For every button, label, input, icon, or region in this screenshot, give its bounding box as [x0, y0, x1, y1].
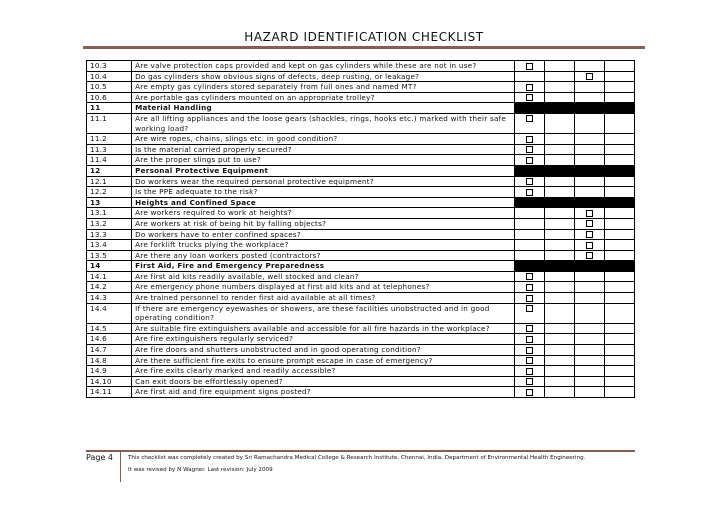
answer-cell-c1: [514, 144, 544, 155]
answer-cell-c1: [514, 71, 544, 82]
checkbox-icon[interactable]: [526, 336, 533, 343]
checkbox-icon[interactable]: [526, 368, 533, 375]
item-question: Do workers have to enter confined spaces?: [132, 229, 514, 240]
item-question: Are wire ropes, chains, slings etc. in good condition?: [132, 134, 514, 145]
section-title: Material Handling: [132, 103, 514, 114]
answer-cell-c4: [604, 250, 634, 261]
answer-cell-c4: [604, 387, 634, 398]
answer-cell-c2: [544, 261, 574, 272]
answer-cell-c2: [544, 303, 574, 323]
answer-cell-c2: [544, 144, 574, 155]
checklist-row: [87, 229, 635, 240]
answer-cell-c2: [544, 387, 574, 398]
answer-cell-c2: [544, 176, 574, 187]
item-number: 10.4: [87, 71, 132, 82]
answer-cell-c2: [544, 271, 574, 282]
checkbox-icon[interactable]: [526, 295, 533, 302]
checklist-row: [87, 250, 635, 261]
answer-cell-c2: [544, 103, 574, 114]
answer-cell-c4: [604, 176, 634, 187]
item-question: Do gas cylinders show obvious signs of defects, deep rusting, or leakage?: [132, 71, 514, 82]
item-number: 11.3: [87, 144, 132, 155]
checkbox-icon[interactable]: [526, 146, 533, 153]
answer-cell-c2: [544, 82, 574, 93]
section-header-row: [87, 103, 635, 114]
item-number: 11.1: [87, 113, 132, 133]
answer-cell-c4: [604, 293, 634, 304]
checkbox-icon[interactable]: [526, 389, 533, 396]
answer-cell-c1: [514, 293, 544, 304]
section-title: Heights and Confined Space: [132, 197, 514, 208]
item-question: Are fire doors and shutters unobstructed and in good operating condition?: [132, 345, 514, 356]
answer-cell-c3: [574, 355, 604, 366]
checklist-row: [87, 155, 635, 166]
item-question: Are empty gas cylinders stored separately from full ones and named MT?: [132, 82, 514, 93]
answer-cell-c4: [604, 323, 634, 334]
answer-cell-c3: [574, 208, 604, 219]
checklist-row: [87, 334, 635, 345]
answer-cell-c2: [544, 134, 574, 145]
answer-cell-c1: [514, 323, 544, 334]
answer-cell-c1: [514, 376, 544, 387]
checklist-row: [87, 366, 635, 377]
answer-cell-c3: [574, 218, 604, 229]
answer-cell-c1: [514, 165, 544, 176]
item-question: Are emergency phone numbers displayed at first aid kits and at telephones?: [132, 282, 514, 293]
item-question: Are there any loan workers posted (contractors?: [132, 250, 514, 261]
item-number: 14.7: [87, 345, 132, 356]
answer-cell-c3: [574, 61, 604, 72]
title-rule: [83, 46, 645, 49]
checklist-row: [87, 271, 635, 282]
item-number: 11.4: [87, 155, 132, 166]
item-number: 13: [87, 197, 132, 208]
checkbox-icon[interactable]: [586, 231, 593, 238]
item-number: 14: [87, 261, 132, 272]
item-question: Are the proper slings put to use?: [132, 155, 514, 166]
checklist-row: [87, 61, 635, 72]
answer-cell-c4: [604, 144, 634, 155]
checkbox-icon[interactable]: [526, 63, 533, 70]
item-question: Are fire extinguishers regularly serviced?: [132, 334, 514, 345]
answer-cell-c1: [514, 197, 544, 208]
checklist-row: [87, 187, 635, 198]
answer-cell-c4: [604, 197, 634, 208]
answer-cell-c1: [514, 303, 544, 323]
item-question: Are fire exits clearly marked and readily accessible?: [132, 366, 514, 377]
answer-cell-c2: [544, 229, 574, 240]
answer-cell-c2: [544, 218, 574, 229]
answer-cell-c4: [604, 165, 634, 176]
item-question: If there are emergency eyewashes or showers, are these facilities unobstructed and in good operating condition?: [132, 303, 514, 323]
answer-cell-c4: [604, 208, 634, 219]
answer-cell-c3: [574, 197, 604, 208]
item-question: Do workers wear the required personal protective equipment?: [132, 176, 514, 187]
item-question: Are all lifting appliances and the loose gears (shackles, rings, hooks etc.) marked with their safe working load?: [132, 113, 514, 133]
answer-cell-c3: [574, 134, 604, 145]
checkbox-icon[interactable]: [586, 220, 593, 227]
checkbox-icon[interactable]: [526, 325, 533, 332]
item-question: Is the PPE adequate to the risk?: [132, 187, 514, 198]
answer-cell-c1: [514, 176, 544, 187]
answer-cell-c3: [574, 165, 604, 176]
answer-cell-c4: [604, 134, 634, 145]
answer-cell-c1: [514, 134, 544, 145]
answer-cell-c2: [544, 71, 574, 82]
answer-cell-c1: [514, 208, 544, 219]
answer-cell-c4: [604, 240, 634, 251]
item-number: 14.11: [87, 387, 132, 398]
answer-cell-c4: [604, 334, 634, 345]
answer-cell-c2: [544, 323, 574, 334]
section-title: Personal Protective Equipment: [132, 165, 514, 176]
checkbox-icon[interactable]: [526, 115, 533, 122]
answer-cell-c3: [574, 144, 604, 155]
answer-cell-c2: [544, 345, 574, 356]
item-number: 13.1: [87, 208, 132, 219]
answer-cell-c2: [544, 187, 574, 198]
item-number: 11.2: [87, 134, 132, 145]
answer-cell-c2: [544, 250, 574, 261]
checklist-row: [87, 71, 635, 82]
item-number: 10.3: [87, 61, 132, 72]
item-question: Are workers at risk of being hit by falling objects?: [132, 218, 514, 229]
item-question: Are portable gas cylinders mounted on an appropriate trolley?: [132, 92, 514, 103]
item-question: Are first aid kits readily available, well stocked and clean?: [132, 271, 514, 282]
item-number: 14.9: [87, 366, 132, 377]
answer-cell-c3: [574, 155, 604, 166]
answer-cell-c3: [574, 92, 604, 103]
footer-rule: [86, 450, 635, 452]
answer-cell-c2: [544, 155, 574, 166]
answer-cell-c3: [574, 293, 604, 304]
answer-cell-c1: [514, 187, 544, 198]
section-title: First Aid, Fire and Emergency Preparedness: [132, 261, 514, 272]
answer-cell-c3: [574, 113, 604, 133]
answer-cell-c4: [604, 271, 634, 282]
answer-cell-c4: [604, 229, 634, 240]
checkbox-icon[interactable]: [526, 273, 533, 280]
checkbox-icon[interactable]: [526, 84, 533, 91]
answer-cell-c4: [604, 261, 634, 272]
checklist-row: [87, 323, 635, 334]
answer-cell-c4: [604, 345, 634, 356]
item-number: 14.6: [87, 334, 132, 345]
footer-credit: This checklist was completely created by Sri Ramachandra Medical College & Research Institute, Chennai, India, Department of Environmental Health Engineering.: [128, 455, 586, 461]
checklist-row: [87, 218, 635, 229]
footer-divider: [120, 452, 121, 482]
checkbox-icon[interactable]: [586, 242, 593, 249]
answer-cell-c3: [574, 250, 604, 261]
item-question: Are forklift trucks plying the workplace?: [132, 240, 514, 251]
answer-cell-c1: [514, 261, 544, 272]
item-number: 12.1: [87, 176, 132, 187]
answer-cell-c3: [574, 261, 604, 272]
answer-cell-c1: [514, 218, 544, 229]
item-question: Are there sufficient fire exits to ensure prompt escape in case of emergency?: [132, 355, 514, 366]
checkbox-icon[interactable]: [526, 284, 533, 291]
checklist-row: [87, 176, 635, 187]
answer-cell-c2: [544, 334, 574, 345]
answer-cell-c3: [574, 187, 604, 198]
answer-cell-c1: [514, 229, 544, 240]
answer-cell-c4: [604, 61, 634, 72]
answer-cell-c2: [544, 208, 574, 219]
answer-cell-c3: [574, 387, 604, 398]
checkbox-icon[interactable]: [526, 378, 533, 385]
answer-cell-c1: [514, 345, 544, 356]
answer-cell-c1: [514, 155, 544, 166]
answer-cell-c3: [574, 103, 604, 114]
checklist-row: [87, 82, 635, 93]
item-number: 14.5: [87, 323, 132, 334]
answer-cell-c1: [514, 355, 544, 366]
answer-cell-c1: [514, 271, 544, 282]
section-header-row: [87, 261, 635, 272]
item-number: 12: [87, 165, 132, 176]
answer-cell-c3: [574, 240, 604, 251]
checkbox-icon[interactable]: [526, 305, 533, 312]
item-number: 13.3: [87, 229, 132, 240]
item-question: Are valve protection caps provided and kept on gas cylinders while these are not in use?: [132, 61, 514, 72]
answer-cell-c2: [544, 366, 574, 377]
checkbox-icon[interactable]: [526, 357, 533, 364]
item-question: Are first aid and fire equipment signs posted?: [132, 387, 514, 398]
checklist-row: [87, 208, 635, 219]
checklist-row: [87, 355, 635, 366]
checklist-row: [87, 387, 635, 398]
item-number: 13.2: [87, 218, 132, 229]
answer-cell-c3: [574, 176, 604, 187]
checklist-row: [87, 293, 635, 304]
item-question: Are suitable fire extinguishers available and accessible for all fire hazards in the workplace?: [132, 323, 514, 334]
answer-cell-c3: [574, 229, 604, 240]
answer-cell-c1: [514, 334, 544, 345]
item-number: 13.5: [87, 250, 132, 261]
item-number: 14.2: [87, 282, 132, 293]
item-number: 14.4: [87, 303, 132, 323]
answer-cell-c2: [544, 376, 574, 387]
item-number: 14.10: [87, 376, 132, 387]
answer-cell-c2: [544, 165, 574, 176]
answer-cell-c3: [574, 376, 604, 387]
answer-cell-c2: [544, 197, 574, 208]
answer-cell-c1: [514, 366, 544, 377]
item-number: 14.8: [87, 355, 132, 366]
answer-cell-c3: [574, 334, 604, 345]
checklist-row: [87, 144, 635, 155]
item-number: 14.1: [87, 271, 132, 282]
answer-cell-c4: [604, 82, 634, 93]
answer-cell-c4: [604, 303, 634, 323]
answer-cell-c4: [604, 282, 634, 293]
page-number: Page 4: [86, 453, 113, 462]
answer-cell-c1: [514, 113, 544, 133]
answer-cell-c4: [604, 155, 634, 166]
section-header-row: [87, 197, 635, 208]
answer-cell-c4: [604, 103, 634, 114]
answer-cell-c4: [604, 187, 634, 198]
checklist-row: [87, 303, 635, 323]
answer-cell-c4: [604, 218, 634, 229]
checkbox-icon[interactable]: [526, 178, 533, 185]
answer-cell-c1: [514, 82, 544, 93]
answer-cell-c4: [604, 92, 634, 103]
checklist-row: [87, 376, 635, 387]
answer-cell-c2: [544, 282, 574, 293]
checkbox-icon[interactable]: [586, 252, 593, 259]
item-question: Are workers required to work at heights?: [132, 208, 514, 219]
checklist-body: [87, 61, 635, 398]
answer-cell-c3: [574, 303, 604, 323]
checkbox-icon[interactable]: [586, 210, 593, 217]
item-number: 10.5: [87, 82, 132, 93]
checklist-row: [87, 240, 635, 251]
answer-cell-c4: [604, 71, 634, 82]
answer-cell-c1: [514, 92, 544, 103]
answer-cell-c1: [514, 61, 544, 72]
item-number: 11: [87, 103, 132, 114]
answer-cell-c2: [544, 92, 574, 103]
answer-cell-c1: [514, 250, 544, 261]
answer-cell-c4: [604, 366, 634, 377]
item-question: Is the material carried properly secured?: [132, 144, 514, 155]
page-title: HAZARD IDENTIFICATION CHECKLIST: [244, 30, 484, 44]
answer-cell-c2: [544, 240, 574, 251]
checklist-table: [86, 60, 635, 398]
section-header-row: [87, 165, 635, 176]
checkbox-icon[interactable]: [526, 157, 533, 164]
answer-cell-c3: [574, 271, 604, 282]
item-number: 14.3: [87, 293, 132, 304]
answer-cell-c4: [604, 355, 634, 366]
checkbox-icon[interactable]: [526, 94, 533, 101]
checklist-row: [87, 92, 635, 103]
answer-cell-c2: [544, 61, 574, 72]
answer-cell-c4: [604, 376, 634, 387]
item-number: 12.2: [87, 187, 132, 198]
answer-cell-c1: [514, 282, 544, 293]
checklist-row: [87, 282, 635, 293]
item-question: Are trained personnel to render first aid available at all times?: [132, 293, 514, 304]
answer-cell-c3: [574, 82, 604, 93]
answer-cell-c3: [574, 366, 604, 377]
answer-cell-c2: [544, 113, 574, 133]
footer-revision: It was revised by N Wagner. Last revision: July 2009: [128, 467, 273, 473]
answer-cell-c1: [514, 103, 544, 114]
answer-cell-c3: [574, 71, 604, 82]
answer-cell-c1: [514, 387, 544, 398]
checkbox-icon[interactable]: [526, 189, 533, 196]
item-question: Can exit doors be effortlessly opened?: [132, 376, 514, 387]
checkbox-icon[interactable]: [526, 347, 533, 354]
answer-cell-c2: [544, 355, 574, 366]
checklist-row: [87, 113, 635, 133]
checkbox-icon[interactable]: [586, 73, 593, 80]
answer-cell-c1: [514, 240, 544, 251]
answer-cell-c3: [574, 282, 604, 293]
answer-cell-c2: [544, 293, 574, 304]
answer-cell-c3: [574, 345, 604, 356]
item-number: 10.6: [87, 92, 132, 103]
checkbox-icon[interactable]: [526, 136, 533, 143]
checklist-row: [87, 134, 635, 145]
checklist-row: [87, 345, 635, 356]
item-number: 13.4: [87, 240, 132, 251]
answer-cell-c4: [604, 113, 634, 133]
answer-cell-c3: [574, 323, 604, 334]
